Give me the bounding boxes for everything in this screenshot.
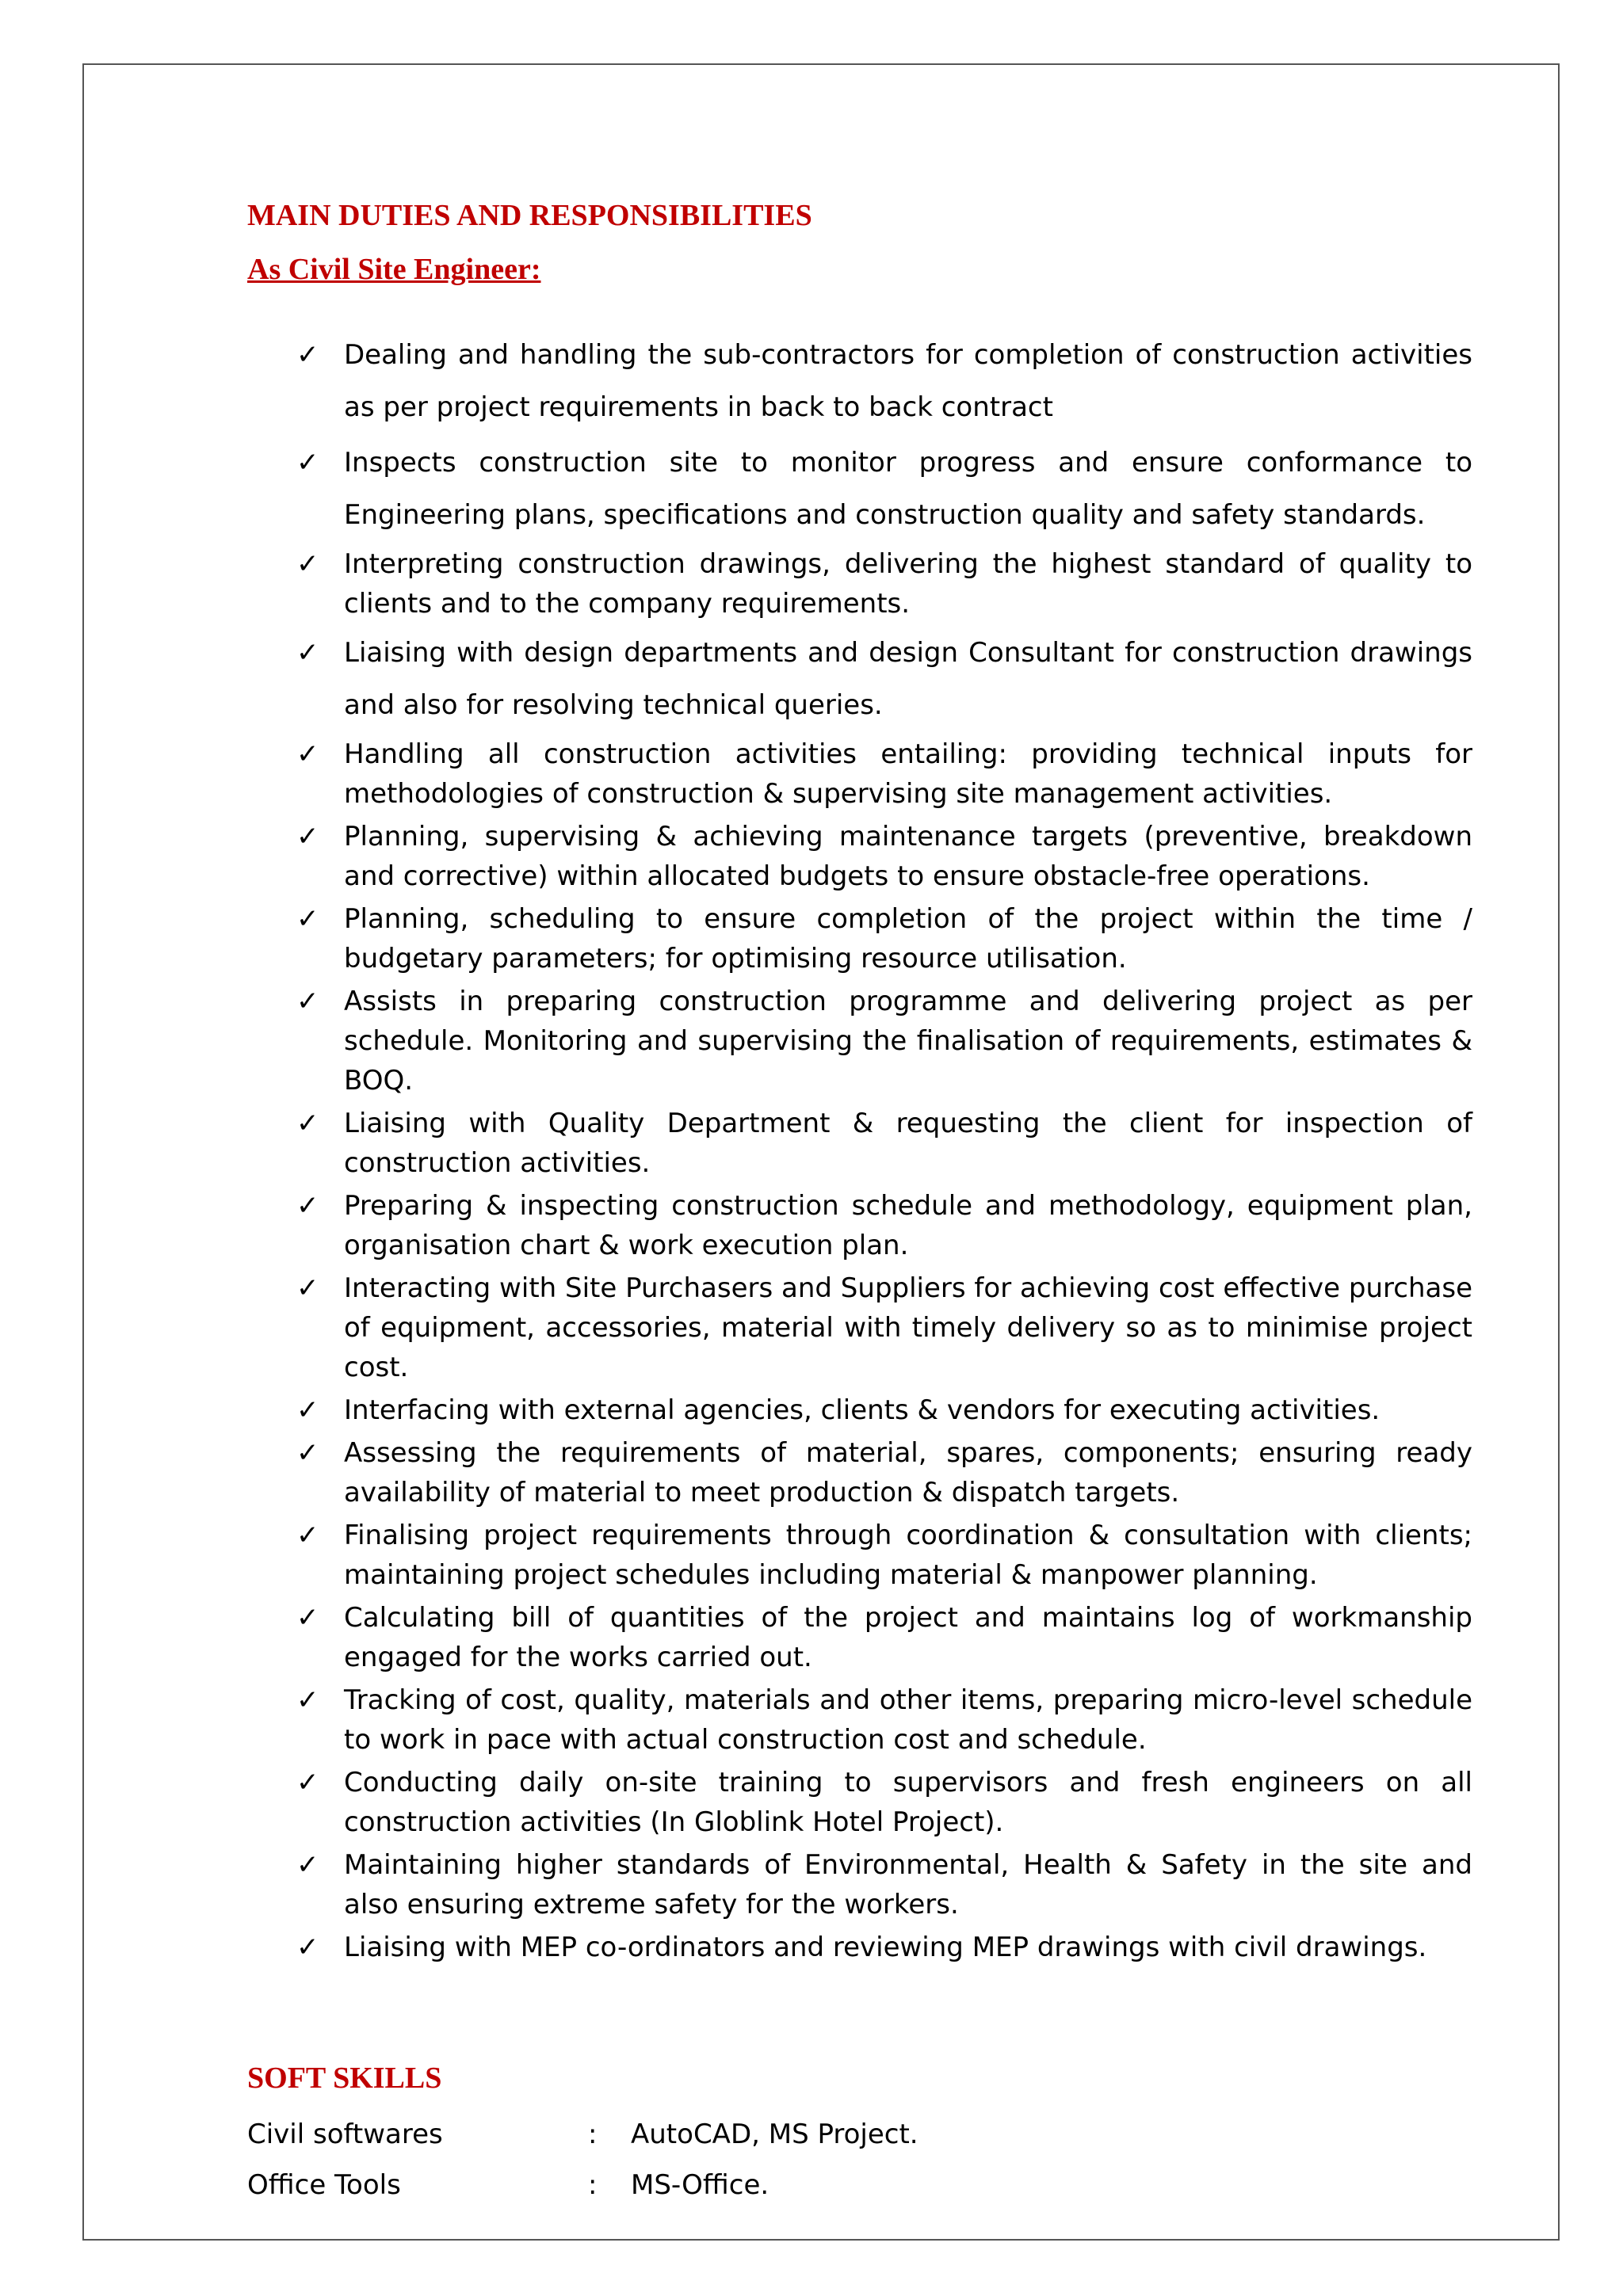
skill-value: MS-Office. bbox=[631, 2168, 769, 2201]
list-item: ✓ Assists in preparing construction programme and delivering project as per schedule. Monitoring and supervising the finalisation of requirements, estimates & BOQ. bbox=[247, 982, 1472, 1100]
checkmark-icon: ✓ bbox=[296, 1767, 319, 1799]
checkmark-icon: ✓ bbox=[296, 1932, 319, 1964]
checkmark-icon: ✓ bbox=[296, 339, 319, 372]
list-item: ✓ Planning, scheduling to ensure completion of the project within the time / budgetary parameters; for optimising resource utilisation. bbox=[247, 899, 1472, 978]
list-item: ✓ Interfacing with external agencies, clients & vendors for executing activities. bbox=[247, 1390, 1472, 1430]
list-item: ✓ Handling all construction activities entailing: providing technical inputs for methodologies of construction & supervising site management activities. bbox=[247, 734, 1472, 814]
document-content bbox=[247, 198, 1472, 2205]
skill-label: Office Tools bbox=[247, 2168, 401, 2201]
main-duties-heading: MAIN DUTIES AND RESPONSIBILITIES bbox=[247, 199, 812, 232]
skill-separator: : bbox=[588, 2118, 598, 2150]
checkmark-icon: ✓ bbox=[296, 1394, 319, 1427]
list-item: ✓ Planning, supervising & achieving maintenance targets (preventive, breakdown and corrective) within allocated budgets to ensure obstacle-free operations. bbox=[247, 817, 1472, 896]
checkmark-icon: ✓ bbox=[296, 1272, 319, 1305]
checkmark-icon: ✓ bbox=[296, 1849, 319, 1882]
role-subheading: As Civil Site Engineer: bbox=[247, 252, 541, 286]
checkmark-icon: ✓ bbox=[296, 447, 319, 479]
skill-row-civil-softwares bbox=[247, 2115, 1472, 2154]
list-item: ✓ Dealing and handling the sub-contractors for completion of construction activities as per project requirements in back to back contract bbox=[247, 329, 1472, 433]
list-item: ✓ Liaising with MEP co-ordinators and reviewing MEP drawings with civil drawings. bbox=[247, 1928, 1472, 1967]
checkmark-icon: ✓ bbox=[296, 1520, 319, 1552]
list-item: ✓ Interacting with Site Purchasers and Suppliers for achieving cost effective purchase of equipment, accessories, material with timely delivery so as to minimise project cost. bbox=[247, 1268, 1472, 1387]
list-item: ✓ Maintaining higher standards of Environmental, Health & Safety in the site and also ensuring extreme safety for the workers. bbox=[247, 1845, 1472, 1924]
list-item: ✓ Liaising with design departments and design Consultant for construction drawings and also for resolving technical queries. bbox=[247, 627, 1472, 731]
skill-label: Civil softwares bbox=[247, 2118, 443, 2150]
list-item: ✓ Preparing & inspecting construction schedule and methodology, equipment plan, organisation chart & work execution plan. bbox=[247, 1186, 1472, 1265]
skill-row-office-tools bbox=[247, 2165, 1472, 2205]
skill-separator: : bbox=[588, 2168, 598, 2201]
checkmark-icon: ✓ bbox=[296, 821, 319, 853]
list-item: ✓ Interpreting construction drawings, delivering the highest standard of quality to clients and to the company requirements. bbox=[247, 544, 1472, 624]
checkmark-icon: ✓ bbox=[296, 1437, 319, 1470]
list-item: ✓ Assessing the requirements of material, spares, components; ensuring ready availability of material to meet production & dispatch targets. bbox=[247, 1433, 1472, 1512]
checkmark-icon: ✓ bbox=[296, 548, 319, 581]
list-item: ✓ Tracking of cost, quality, materials and other items, preparing micro-level schedule to work in pace with actual construction cost and schedule. bbox=[247, 1680, 1472, 1760]
list-item: ✓ Calculating bill of quantities of the project and maintains log of workmanship engaged for the works carried out. bbox=[247, 1598, 1472, 1677]
checkmark-icon: ✓ bbox=[296, 1108, 319, 1140]
checkmark-icon: ✓ bbox=[296, 637, 319, 669]
checkmark-icon: ✓ bbox=[296, 738, 319, 771]
list-item: ✓ Inspects construction site to monitor progress and ensure conformance to Engineering plans, specifications and construction quality and safety standards. bbox=[247, 437, 1472, 541]
skill-value: AutoCAD, MS Project. bbox=[631, 2118, 918, 2150]
checkmark-icon: ✓ bbox=[296, 1602, 319, 1634]
list-item: ✓ Finalising project requirements through coordination & consultation with clients; maintaining project schedules including material & manpower planning. bbox=[247, 1516, 1472, 1595]
checkmark-icon: ✓ bbox=[296, 1684, 319, 1717]
soft-skills-heading: SOFT SKILLS bbox=[247, 2061, 442, 2096]
checkmark-icon: ✓ bbox=[296, 986, 319, 1018]
list-item: ✓ Liaising with Quality Department & requesting the client for inspection of construction activities. bbox=[247, 1104, 1472, 1183]
duties-list bbox=[247, 329, 1472, 1967]
checkmark-icon: ✓ bbox=[296, 1190, 319, 1222]
list-item: ✓ Conducting daily on-site training to supervisors and fresh engineers on all construction activities (In Globlink Hotel Project). bbox=[247, 1763, 1472, 1842]
checkmark-icon: ✓ bbox=[296, 903, 319, 936]
